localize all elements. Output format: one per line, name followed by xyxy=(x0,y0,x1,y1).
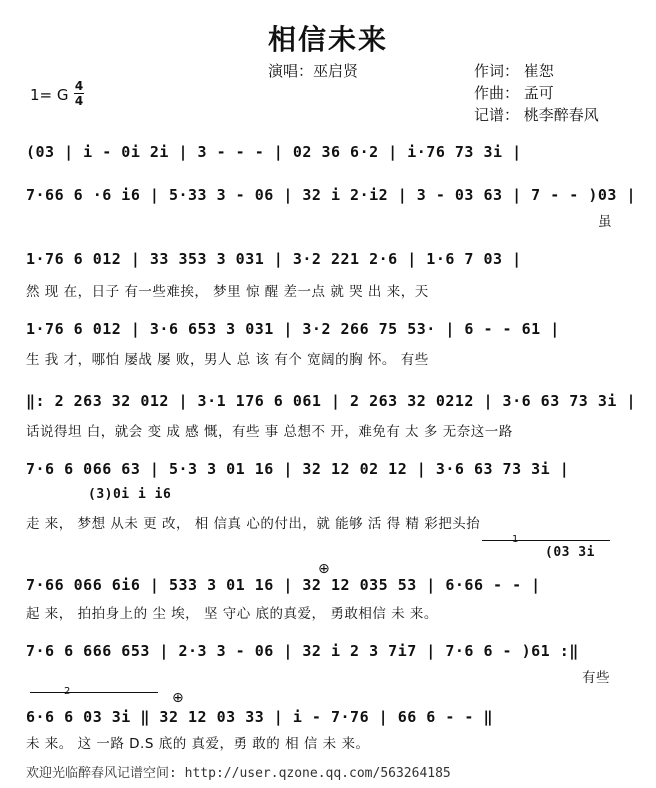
lyric-line-3: 然 现 在，日子 有一些难挨， 梦里 惊 醒 差一点 就 哭 出 来，天 xyxy=(26,284,429,300)
lyric-line-2: 虽 xyxy=(598,214,612,230)
song-title: 相信未来 xyxy=(267,23,388,56)
notation-line-8: 7·6 6 666 653 | 2·3 3 - 06 | 32 i 2 3 7i7 | 7·6 6 - )61 :‖ xyxy=(26,642,579,660)
lyric-line-9: 未 来。 这 一路 D.S 底的 真爱，勇 敢的 相 信 未 来。 xyxy=(26,736,370,752)
notation-line-7: 7·66 066 6i6 | 533 3 01 16 | 32 12 035 53 | 6·66 - - | xyxy=(26,576,541,594)
notation-line-6: 7·6 6 066 63 | 5·3 3 01 16 | 32 12 02 12 | 3·6 63 73 3i | xyxy=(26,460,570,478)
notation-line-5: ‖: 2 263 32 012 | 3·1 176 6 061 | 2 263 32 0212 | 3·6 63 73 3i | xyxy=(26,392,636,410)
time-signature-top: 4 xyxy=(74,79,84,93)
alternate-notes: (3)0i i i6 xyxy=(88,487,172,502)
footer-note: 欢迎光临醉春风记谱空间: http://user.qzone.qq.com/563264185 xyxy=(26,766,451,781)
volta-1-prefix: (03 3i xyxy=(545,545,595,560)
lyric-line-5: 话说得坦 白，就会 变 成 感 慨，有些 事 总想不 开，难免有 太 多 无奈这一路 xyxy=(26,424,513,440)
volta-1-bracket xyxy=(482,540,610,541)
coda-mark-2: ⊕ xyxy=(172,690,184,706)
lyricist-credit: 作词： 崔恕 xyxy=(474,62,554,80)
transcriber-credit: 记谱： 桃李醉春风 xyxy=(474,106,599,124)
composer-credit: 作曲： 孟可 xyxy=(474,84,554,102)
coda-mark-1: ⊕ xyxy=(318,561,330,577)
time-signature-bottom: 4 xyxy=(74,94,84,108)
notation-line-1: (03 | i - 0i 2i | 3 - - - | 02 36 6·2 | i·76 73 3i | xyxy=(26,143,522,161)
notation-line-2: 7·66 6 ·6 i6 | 5·33 3 - 06 | 32 i 2·i2 | 3 - 03 63 | 7 - - )03 | xyxy=(26,186,636,204)
key-signature: 1= G xyxy=(30,86,69,104)
notation-line-4: 1·76 6 012 | 3·6 653 3 031 | 3·2 266 75 53· | 6 - - 61 | xyxy=(26,320,560,338)
volta-1-number: 1 xyxy=(512,534,519,545)
lyric-line-8: 有些 xyxy=(582,670,610,686)
notation-line-3: 1·76 6 012 | 33 353 3 031 | 3·2 221 2·6 | 1·6 7 03 | xyxy=(26,250,522,268)
lyric-line-7: 起 来， 拍拍身上的 尘 埃， 坚 守心 底的真爱， 勇敢相信 未 来。 xyxy=(26,606,438,622)
time-signature xyxy=(74,80,84,107)
singer-credit: 演唱：巫启贤 xyxy=(268,62,359,80)
volta-2-number: 2 xyxy=(64,686,71,697)
lyric-line-4: 生 我 才，哪怕 屡战 屡 败，男人 总 该 有个 宽阔的胸 怀。 有些 xyxy=(26,352,429,368)
volta-2-bracket xyxy=(30,692,158,693)
lyric-line-6: 走 来， 梦想 从未 更 改， 相 信真 心的付出，就 能够 活 得 精 彩把头抬 xyxy=(26,516,481,532)
notation-line-9: 6·6 6 03 3i ‖ 32 12 03 33 | i - 7·76 | 66 6 - - ‖ xyxy=(26,708,494,726)
